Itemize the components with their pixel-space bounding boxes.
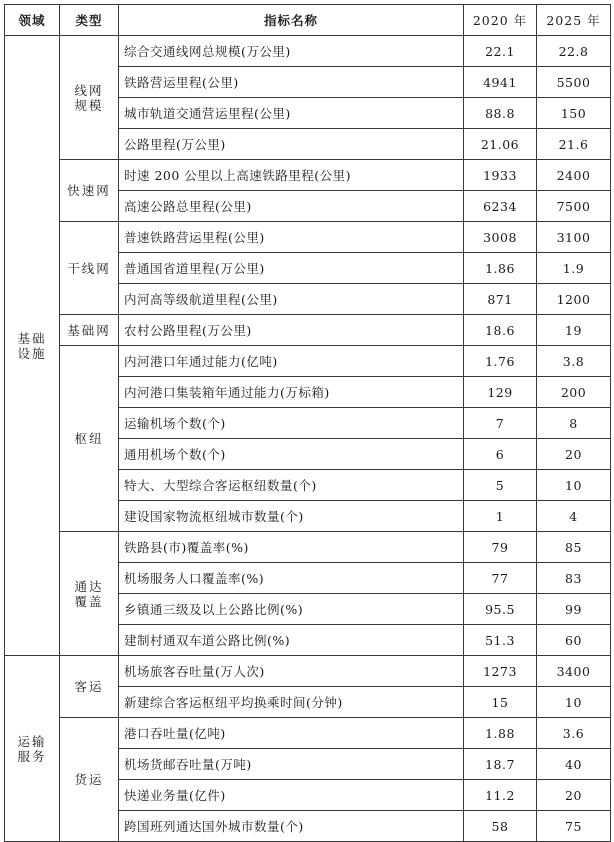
value-2025: 2400 xyxy=(537,160,611,191)
indicator-table-wrapper xyxy=(4,4,611,842)
value-2020: 51.3 xyxy=(464,625,537,656)
value-2025: 20 xyxy=(537,439,611,470)
value-2020: 871 xyxy=(464,284,537,315)
indicator-name: 乡镇通三级及以上公路比例(%) xyxy=(119,594,464,625)
indicator-name: 内河港口年通过能力(亿吨) xyxy=(119,346,464,377)
value-2025: 75 xyxy=(537,811,611,842)
indicator-name: 内河港口集装箱年通过能力(万标箱) xyxy=(119,377,464,408)
indicator-name: 快递业务量(亿件) xyxy=(119,780,464,811)
type-label: 货运 xyxy=(74,772,104,787)
type-cell xyxy=(60,656,119,718)
transport-indicator-table xyxy=(4,4,611,842)
indicator-name: 机场货邮吞吐量(万吨) xyxy=(119,749,464,780)
value-2025: 10 xyxy=(537,687,611,718)
indicator-name: 时速 200 公里以上高速铁路里程(公里) xyxy=(119,160,464,191)
value-2020: 6 xyxy=(464,439,537,470)
indicator-name: 跨国班列通达国外城市数量(个) xyxy=(119,811,464,842)
value-2025: 60 xyxy=(537,625,611,656)
value-2020: 18.7 xyxy=(464,749,537,780)
indicator-name: 普速铁路营运里程(公里) xyxy=(119,222,464,253)
indicator-name: 铁路县(市)覆盖率(%) xyxy=(119,532,464,563)
indicator-name: 普通国省道里程(万公里) xyxy=(119,253,464,284)
header-year-2025: 2025 年 xyxy=(537,5,611,36)
value-2020: 1.88 xyxy=(464,718,537,749)
indicator-name: 高速公路总里程(公里) xyxy=(119,191,464,222)
value-2025: 22.8 xyxy=(537,36,611,67)
header-domain: 领域 xyxy=(5,5,60,36)
value-2020: 88.8 xyxy=(464,98,537,129)
value-2020: 7 xyxy=(464,408,537,439)
type-cell xyxy=(60,222,119,315)
type-cell xyxy=(60,346,119,532)
type-label: 线网规模 xyxy=(74,82,104,113)
value-2020: 4941 xyxy=(464,67,537,98)
value-2025: 1200 xyxy=(537,284,611,315)
value-2020: 95.5 xyxy=(464,594,537,625)
table-row xyxy=(5,532,611,563)
value-2025: 1.9 xyxy=(537,253,611,284)
table-body xyxy=(5,36,611,842)
indicator-name: 农村公路里程(万公里) xyxy=(119,315,464,346)
type-label: 通达覆盖 xyxy=(74,578,104,609)
value-2025: 20 xyxy=(537,780,611,811)
table-row xyxy=(5,222,611,253)
indicator-name: 综合交通线网总规模(万公里) xyxy=(119,36,464,67)
value-2020: 1 xyxy=(464,501,537,532)
value-2025: 3.6 xyxy=(537,718,611,749)
domain-cell xyxy=(5,656,60,842)
header-type: 类型 xyxy=(60,5,119,36)
table-row xyxy=(5,656,611,687)
header-indicator-name: 指标名称 xyxy=(119,5,464,36)
indicator-name: 新建综合客运枢纽平均换乘时间(分钟) xyxy=(119,687,464,718)
value-2025: 40 xyxy=(537,749,611,780)
type-cell xyxy=(60,160,119,222)
indicator-name: 铁路营运里程(公里) xyxy=(119,67,464,98)
value-2025: 99 xyxy=(537,594,611,625)
value-2025: 150 xyxy=(537,98,611,129)
domain-cell xyxy=(5,36,60,656)
value-2025: 5500 xyxy=(537,67,611,98)
table-row xyxy=(5,36,611,67)
value-2025: 7500 xyxy=(537,191,611,222)
type-label: 快速网 xyxy=(67,183,111,198)
value-2020: 18.6 xyxy=(464,315,537,346)
value-2025: 83 xyxy=(537,563,611,594)
indicator-name: 特大、大型综合客运枢纽数量(个) xyxy=(119,470,464,501)
value-2020: 77 xyxy=(464,563,537,594)
value-2020: 6234 xyxy=(464,191,537,222)
indicator-name: 建设国家物流枢纽城市数量(个) xyxy=(119,501,464,532)
type-cell xyxy=(60,315,119,346)
value-2020: 58 xyxy=(464,811,537,842)
type-cell xyxy=(60,36,119,160)
type-cell xyxy=(60,718,119,842)
table-row xyxy=(5,315,611,346)
value-2025: 21.6 xyxy=(537,129,611,160)
header-row xyxy=(5,5,611,36)
domain-label: 基础设施 xyxy=(17,330,47,361)
value-2020: 15 xyxy=(464,687,537,718)
table-row xyxy=(5,718,611,749)
value-2020: 1273 xyxy=(464,656,537,687)
value-2025: 3.8 xyxy=(537,346,611,377)
table-row xyxy=(5,160,611,191)
type-label: 基础网 xyxy=(67,322,111,338)
type-label: 干线网 xyxy=(67,260,111,276)
value-2020: 1.76 xyxy=(464,346,537,377)
domain-label: 运输服务 xyxy=(17,733,47,764)
value-2025: 19 xyxy=(537,315,611,346)
indicator-name: 机场旅客吞吐量(万人次) xyxy=(119,656,464,687)
value-2025: 3400 xyxy=(537,656,611,687)
value-2025: 8 xyxy=(537,408,611,439)
table-row xyxy=(5,346,611,377)
indicator-name: 城市轨道交通营运里程(公里) xyxy=(119,98,464,129)
value-2025: 200 xyxy=(537,377,611,408)
value-2025: 4 xyxy=(537,501,611,532)
indicator-name: 运输机场个数(个) xyxy=(119,408,464,439)
indicator-name: 港口吞吐量(亿吨) xyxy=(119,718,464,749)
indicator-name: 内河高等级航道里程(公里) xyxy=(119,284,464,315)
value-2025: 85 xyxy=(537,532,611,563)
value-2020: 79 xyxy=(464,532,537,563)
value-2025: 10 xyxy=(537,470,611,501)
value-2020: 5 xyxy=(464,470,537,501)
value-2020: 11.2 xyxy=(464,780,537,811)
value-2020: 129 xyxy=(464,377,537,408)
value-2025: 3100 xyxy=(537,222,611,253)
value-2020: 1933 xyxy=(464,160,537,191)
indicator-name: 通用机场个数(个) xyxy=(119,439,464,470)
value-2020: 1.86 xyxy=(464,253,537,284)
value-2020: 22.1 xyxy=(464,36,537,67)
indicator-name: 公路里程(万公里) xyxy=(119,129,464,160)
value-2020: 3008 xyxy=(464,222,537,253)
indicator-name: 建制村通双车道公路比例(%) xyxy=(119,625,464,656)
header-year-2020: 2020 年 xyxy=(464,5,537,36)
value-2020: 21.06 xyxy=(464,129,537,160)
type-label: 枢纽 xyxy=(74,431,104,446)
type-cell xyxy=(60,532,119,656)
type-label: 客运 xyxy=(74,679,104,694)
indicator-name: 机场服务人口覆盖率(%) xyxy=(119,563,464,594)
